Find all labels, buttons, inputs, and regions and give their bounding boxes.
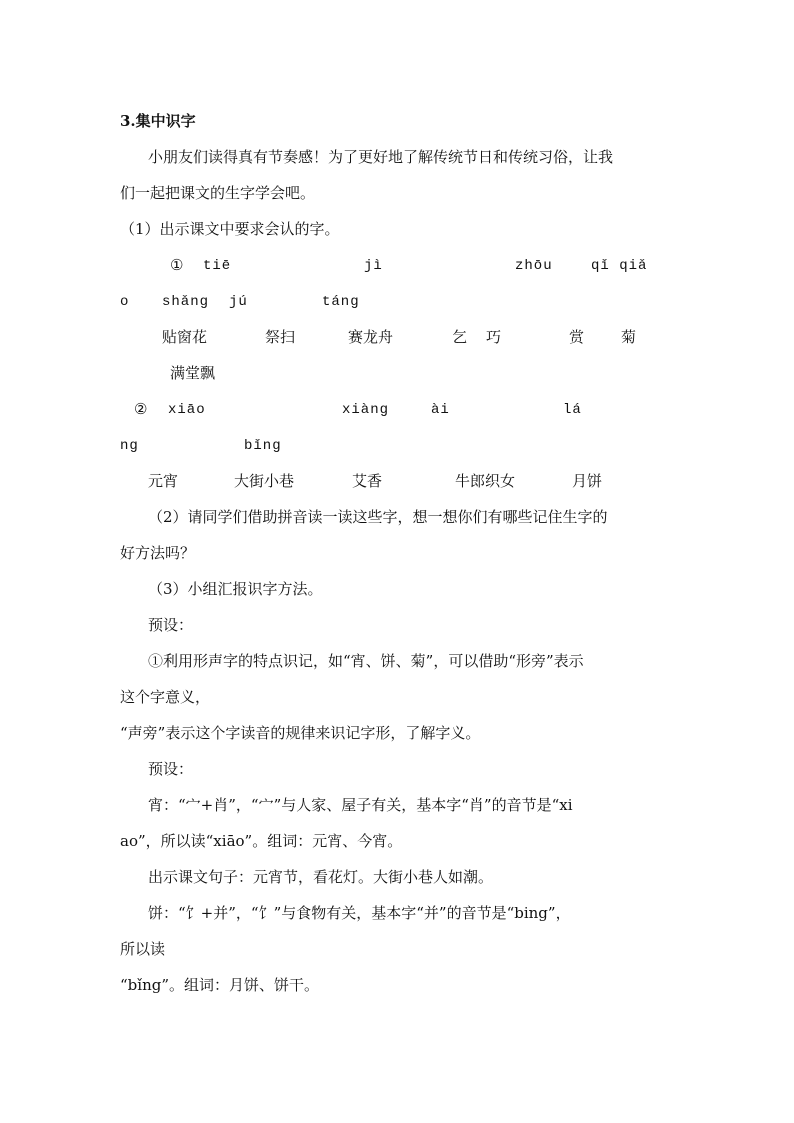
step1-label: （1）出示课文中要求会认的字。	[120, 220, 340, 238]
step2-line-1: （2）请同学们借助拼音读一读这些字，想一想你们有哪些记住生字的	[148, 508, 608, 526]
group2-word-dajiexiaoxiang: 大街小巷	[234, 472, 295, 490]
group1-word-shang: 赏	[569, 328, 585, 346]
step2-line-2: 好方法吗？	[120, 544, 196, 562]
group1-word-qi: 乞	[452, 328, 468, 346]
group2-pinyin-ai: ài	[431, 402, 450, 418]
group1-pinyin-ji: jì	[364, 258, 383, 274]
group1-word-qiao: 巧	[486, 328, 502, 346]
group2-pinyin-ng: ng	[120, 438, 139, 454]
group1-word-mantangpiao: 满堂飘	[170, 364, 216, 382]
group2-pinyin-bing: bǐng	[244, 438, 282, 454]
group1-pinyin-tie: tiē	[203, 258, 232, 274]
group1-pinyin-shang: shǎng	[162, 294, 210, 310]
bing-line-2: 所以读	[120, 940, 166, 958]
sentence-line: 出示课文句子：元宵节，看花灯。大街小巷人如潮。	[148, 868, 494, 886]
group1-pinyin-tang: táng	[322, 294, 360, 310]
group1-pinyin-zhou: zhōu	[515, 258, 553, 274]
group2-word-yuanxiao: 元宵	[148, 472, 179, 490]
section-title: 3.集中识字	[120, 112, 196, 130]
group2-pinyin-la: lá	[563, 402, 582, 418]
group1-marker: ①	[170, 256, 184, 274]
preset-label-2: 预设：	[148, 760, 194, 778]
group2-marker: ②	[134, 400, 148, 418]
group1-word-jisao: 祭扫	[265, 328, 296, 346]
step3-label: （3）小组汇报识字方法。	[148, 580, 323, 598]
method-line-1: ①利用形声字的特点识记，如“宵、饼、菊”，可以借助“形旁”表示	[148, 652, 584, 670]
group2-pinyin-xiao: xiāo	[168, 402, 206, 418]
group2-word-niulangzhinv: 牛郎织女	[455, 472, 516, 490]
group1-pinyin-qiqia: qǐ qiǎ	[591, 258, 648, 274]
group2-pinyin-xiang: xiàng	[342, 402, 390, 418]
group1-pinyin-ju: jú	[229, 294, 248, 310]
xiao-line-1: 宵：“宀+肖”，“宀”与人家、屋子有关，基本字“肖”的音节是“xi	[148, 796, 573, 814]
group1-word-tiechuanghua: 贴窗花	[162, 328, 208, 346]
intro-line-2: 们一起把课文的生字学会吧。	[120, 184, 316, 202]
group1-word-ju: 菊	[621, 328, 637, 346]
bing-line-1: 饼：“饣+并”，“饣”与食物有关，基本字“并”的音节是“bing”，	[148, 904, 571, 922]
group2-word-aixiang: 艾香	[352, 472, 383, 490]
method-line-3: “声旁”表示这个字读音的规律来识记字形，了解字义。	[120, 724, 481, 742]
group2-word-yuebing: 月饼	[572, 472, 603, 490]
intro-line-1: 小朋友们读得真有节奏感！为了更好地了解传统节日和传统习俗，让我	[148, 148, 614, 166]
group1-pinyin-o: o	[120, 294, 130, 310]
bing-line-3: “bǐng”。组词：月饼、饼干。	[120, 976, 320, 994]
group1-word-sailongzhou: 赛龙舟	[348, 328, 394, 346]
preset-label: 预设：	[148, 616, 194, 634]
method-line-2: 这个字意义，	[120, 688, 211, 706]
xiao-line-2: ao”，所以读“xiāo”。组词：元宵、今宵。	[120, 832, 403, 850]
